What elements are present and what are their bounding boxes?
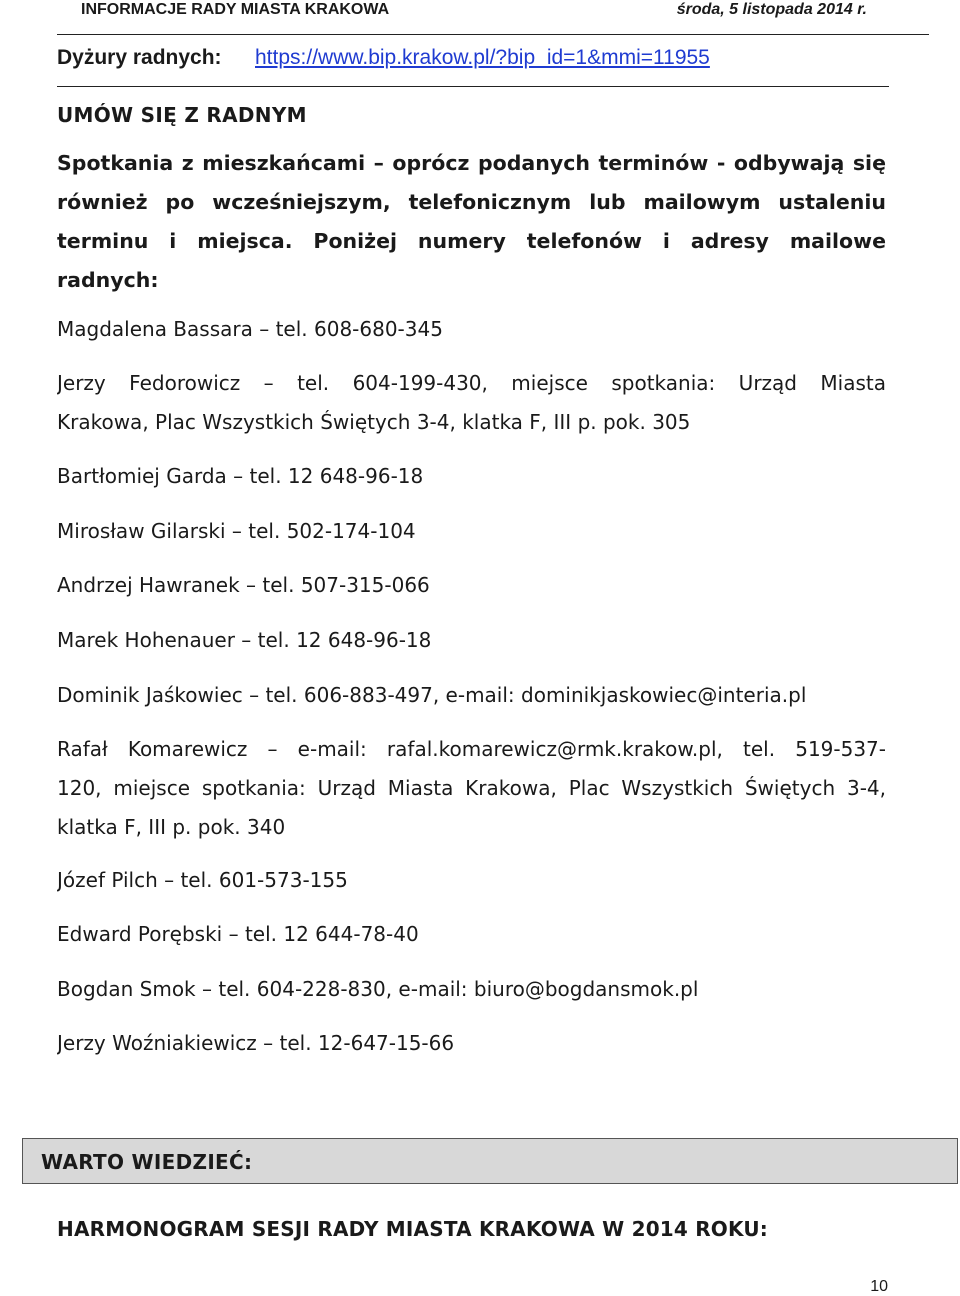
councillor-entry	[57, 861, 886, 900]
session-schedule-title: HARMONOGRAM SESJI RADY MIASTA KRAKOWA W 2014 ROKU:	[57, 1217, 768, 1241]
intro-line: radnych:	[57, 268, 159, 292]
entry-line: Rafał Komarewicz – e-mail: rafal.komarewicz@rmk.krakow.pl, tel. 519-537-	[57, 737, 886, 761]
councillor-entry	[57, 915, 886, 954]
councillor-entry	[57, 621, 886, 660]
councillor-entry	[57, 970, 886, 1009]
entry-line: Krakowa, Plac Wszystkich Świętych 3-4, klatka F, III p. pok. 305	[57, 410, 691, 434]
entry-line: Dominik Jaśkowiec – tel. 606-883-497, e-mail: dominikjaskowiec@interia.pl	[57, 683, 807, 707]
header-date: środa, 5 listopada 2014 r.	[676, 1, 867, 18]
entry-line: Edward Porębski – tel. 12 644-78-40	[57, 922, 419, 946]
page-number: 10	[870, 1278, 888, 1295]
councillor-entry	[57, 364, 886, 442]
page-header	[57, 0, 929, 35]
duty-hours-row	[57, 44, 889, 87]
councillor-entry	[57, 512, 886, 551]
entry-line: Magdalena Bassara – tel. 608-680-345	[57, 317, 443, 341]
entry-line: Jerzy Fedorowicz – tel. 604-199-430, miejsce spotkania: Urząd Miasta	[57, 371, 886, 395]
entry-line: 120, miejsce spotkania: Urząd Miasta Krakowa, Plac Wszystkich Świętych 3-4,	[57, 776, 886, 800]
intro-line: terminu i miejsca. Poniżej numery telefonów i adresy mailowe	[57, 229, 886, 253]
councillor-entry	[57, 457, 886, 496]
worth-knowing-title: WARTO WIEDZIEĆ:	[41, 1150, 253, 1174]
entry-line: Bogdan Smok – tel. 604-228-830, e-mail: biuro@bogdansmok.pl	[57, 977, 699, 1001]
intro-line: Spotkania z mieszkańcami – oprócz podanych terminów - odbywają się	[57, 151, 886, 175]
councillor-entry	[57, 676, 886, 715]
intro-paragraph	[57, 144, 886, 300]
councillor-entry	[57, 730, 886, 847]
section-title: UMÓW SIĘ Z RADNYM	[57, 103, 307, 127]
entry-line: Andrzej Hawranek – tel. 507-315-066	[57, 573, 430, 597]
entry-line: Mirosław Gilarski – tel. 502-174-104	[57, 519, 416, 543]
entry-line: Józef Pilch – tel. 601-573-155	[57, 868, 348, 892]
duty-hours-label: Dyżury radnych:	[57, 46, 222, 69]
entry-line: Jerzy Woźniakiewicz – tel. 12-647-15-66	[57, 1031, 455, 1055]
entry-line: Bartłomiej Garda – tel. 12 648-96-18	[57, 464, 424, 488]
duty-hours-link[interactable]: https://www.bip.krakow.pl/?bip_id=1&mmi=11955	[255, 46, 710, 69]
councillor-entry	[57, 310, 886, 349]
councillor-entry	[57, 1024, 886, 1063]
entry-line: klatka F, III p. pok. 340	[57, 815, 286, 839]
intro-line: również po wcześniejszym, telefonicznym lub mailowym ustaleniu	[57, 190, 886, 214]
header-publication-title: INFORMACJE RADY MIASTA KRAKOWA	[81, 1, 390, 18]
worth-knowing-box	[22, 1138, 958, 1184]
entry-line: Marek Hohenauer – tel. 12 648-96-18	[57, 628, 432, 652]
councillor-entry	[57, 566, 886, 605]
